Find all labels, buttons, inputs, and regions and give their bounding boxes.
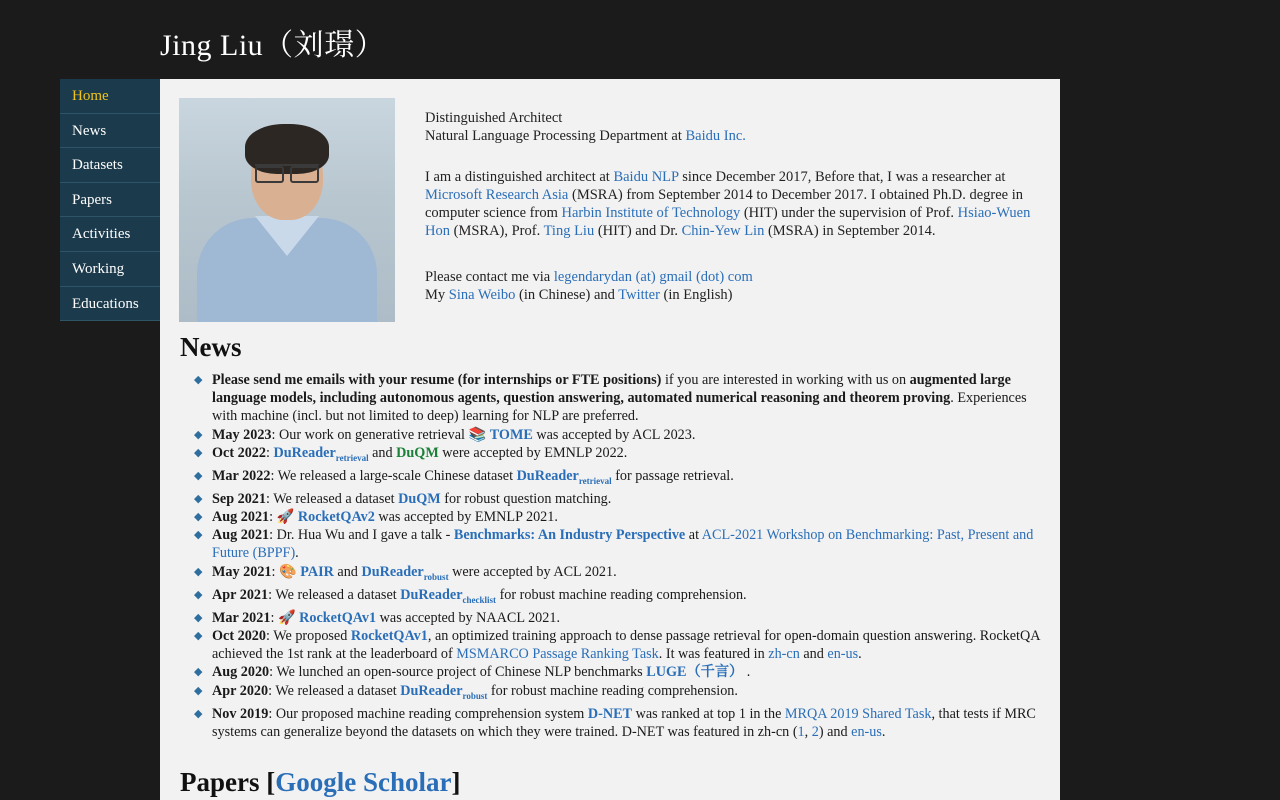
news-text: ) and — [818, 723, 852, 740]
news-link[interactable]: DuReader — [361, 563, 424, 580]
news-text: were accepted by ACL 2021. — [448, 563, 617, 580]
news-text: . Experiences with machine (incl. but not limited to deep) learning for NLP are preferred. — [212, 390, 1027, 425]
news-text: : We lunched an open-source project of Chinese NLP benchmarks — [269, 664, 647, 681]
ting-liu-link[interactable]: Ting Liu — [543, 223, 595, 239]
bio-paragraph: I am a distinguished architect at Baidu NLP since December 2017, Before that, I was a researcher at Microsoft Research Asia (MSRA) from September 2014 to December 2017. I obtained Ph.D. degree in computer science from Harbin Institute of Technology (HIT) under the supervision of Prof. Hsiao-Wuen Hon (MSRA), Prof. Ting Liu (HIT) and Dr. Chin-Yew Lin (MSRA) in September 2014. — [425, 169, 1031, 239]
sidebar — [60, 79, 160, 321]
news-item — [194, 526, 1040, 562]
news-text: : Dr. Hua Wu and I gave a talk - — [269, 527, 454, 544]
news-item — [194, 508, 1040, 526]
news-text: . — [743, 664, 751, 681]
department-line: Natural Language Processing Department at Baidu Inc. — [425, 128, 746, 144]
page-title: Jing Liu（刘璟） — [160, 29, 386, 62]
news-text: : 🎨 — [271, 563, 301, 580]
news-text: . — [295, 545, 299, 562]
sidebar-item-working[interactable]: Working — [60, 252, 160, 287]
hit-link[interactable]: Harbin Institute of Technology — [561, 205, 741, 221]
news-item — [194, 490, 1040, 508]
news-date: Aug 2020 — [212, 664, 270, 681]
news-text: , an optimized training approach to dense passage retrieval for open-domain question answering. RocketQA achieved the 1st rank at the leaderboard of — [212, 627, 1040, 663]
papers-heading: Papers [Google Scholar] — [180, 767, 461, 797]
news-text: for robust machine reading comprehension. — [487, 682, 738, 699]
news-text: for passage retrieval. — [611, 467, 734, 484]
news-item — [194, 444, 1040, 467]
sina-weibo-link[interactable]: Sina Weibo — [448, 287, 516, 303]
news-text: were accepted by EMNLP 2022. — [438, 444, 628, 461]
news-link[interactable]: en-us — [851, 723, 882, 740]
news-item — [194, 371, 1040, 426]
news-link[interactable]: 1 — [797, 723, 805, 740]
news-item — [194, 609, 1040, 627]
news-item — [194, 586, 1040, 609]
news-link[interactable]: DuQM — [396, 444, 439, 461]
contact-line: Please contact me via legendarydan (at) gmail (dot) com — [425, 269, 753, 285]
news-text: . — [881, 723, 886, 740]
news-text: was ranked at top 1 in the — [632, 705, 785, 722]
twitter-link[interactable]: Twitter — [618, 287, 660, 303]
news-text: was accepted by ACL 2023. — [532, 426, 696, 443]
news-link[interactable]: TOME — [489, 426, 533, 443]
news-link[interactable]: RocketQAv1 — [350, 627, 428, 644]
avatar — [179, 98, 395, 322]
news-link[interactable]: LUGE（千言） — [646, 664, 744, 681]
news-link[interactable]: DuReader — [273, 444, 336, 461]
news-item — [194, 426, 1040, 444]
news-date: May 2021 — [212, 563, 272, 580]
news-item — [194, 627, 1040, 663]
news-link[interactable]: ACL-2021 Workshop on Benchmarking: Past, Present and Future (BPPF) — [212, 527, 1034, 562]
news-text: : We released a dataset — [266, 490, 399, 507]
news-text: : We released a dataset — [268, 682, 401, 699]
news-date: Aug 2021 — [212, 527, 270, 544]
news-text: augmented large language models, including autonomous agents, question answering, automated numerical reasoning and theorem proving — [212, 372, 1011, 407]
news-link[interactable]: Benchmarks: An Industry Perspective — [453, 527, 686, 544]
news-date: Nov 2019 — [212, 705, 269, 722]
news-text: was accepted by EMNLP 2021. — [374, 509, 558, 526]
news-text: was accepted by NAACL 2021. — [376, 609, 560, 626]
sidebar-item-news[interactable]: News — [60, 114, 160, 149]
news-item — [194, 682, 1040, 705]
sidebar-item-home[interactable]: Home — [60, 79, 160, 114]
baidu-nlp-link[interactable]: Baidu NLP — [613, 169, 679, 185]
news-heading: News — [180, 332, 242, 362]
news-text: : We released a large-scale Chinese dataset — [270, 467, 517, 484]
news-text: , — [804, 723, 812, 740]
news-date: Apr 2021 — [212, 586, 269, 603]
news-date: Oct 2022 — [212, 444, 266, 461]
news-date: Oct 2020 — [212, 627, 266, 644]
news-text: , that tests if MRC systems can generalize beyond the datasets on which they were trained. D-NET was featured in zh-cn ( — [212, 705, 1036, 740]
news-item — [194, 705, 1040, 741]
news-link[interactable]: DuReader — [400, 682, 463, 699]
news-text: for robust machine reading comprehension. — [496, 586, 747, 603]
news-text: for robust question matching. — [440, 490, 612, 507]
news-item — [194, 467, 1040, 490]
news-date: May 2023 — [212, 426, 272, 443]
news-text: : Our work on generative retrieval 📚 — [271, 426, 490, 443]
news-text: . — [858, 646, 862, 663]
news-text: and — [368, 444, 397, 461]
news-link[interactable]: en-us — [827, 646, 859, 663]
news-text: if you are interested in working with us on — [661, 372, 910, 388]
news-link[interactable]: DuReader — [400, 586, 463, 603]
google-scholar-link[interactable]: Google Scholar — [275, 767, 452, 797]
bio-text — [425, 97, 1040, 304]
news-text: Please send me emails with your resume (for internships or FTE positions) — [212, 372, 662, 388]
baidu-inc-link[interactable]: Baidu Inc. — [685, 128, 746, 144]
news-item — [194, 663, 1040, 681]
news-link[interactable]: D-NET — [587, 705, 633, 722]
news-text: : — [265, 444, 274, 461]
news-text: : 🚀 — [269, 509, 298, 526]
news-link[interactable]: RocketQAv1 — [299, 609, 377, 626]
news-link[interactable]: checklist — [462, 594, 497, 605]
role-line: Distinguished Architect — [425, 110, 563, 126]
news-text: at — [685, 527, 702, 544]
sidebar-item-datasets[interactable]: Datasets — [60, 148, 160, 183]
news-text: : We released a dataset — [268, 586, 401, 603]
news-link[interactable]: DuReader — [516, 467, 579, 484]
msra-link[interactable]: Microsoft Research Asia — [425, 187, 569, 203]
news-text: and — [799, 646, 828, 663]
news-link[interactable]: RocketQAv2 — [297, 509, 375, 526]
news-list — [160, 371, 1060, 741]
news-date: Mar 2021 — [212, 609, 271, 626]
news-link[interactable]: robust — [423, 571, 449, 582]
hsiao-wuen-hon-link[interactable]: Hsiao-Wuen Hon — [425, 205, 1031, 239]
sidebar-item-activities[interactable]: Activities — [60, 217, 160, 252]
news-text: and — [333, 563, 362, 580]
news-text: : Our proposed machine reading comprehension system — [268, 705, 588, 722]
social-line: My Sina Weibo (in Chinese) and Twitter (in English) — [425, 287, 733, 303]
news-link[interactable]: MRQA 2019 Shared Task — [784, 705, 932, 722]
news-link[interactable]: robust — [462, 690, 488, 701]
news-text: : We proposed — [265, 627, 351, 644]
news-text: : 🚀 — [270, 609, 300, 626]
news-text: . It was featured in — [658, 646, 769, 663]
news-date: Apr 2020 — [212, 682, 269, 699]
sidebar-item-papers[interactable]: Papers — [60, 183, 160, 218]
news-link[interactable]: zh-cn — [768, 646, 800, 663]
sidebar-item-educations[interactable]: Educations — [60, 287, 160, 322]
news-date: Sep 2021 — [212, 490, 266, 507]
email-link[interactable]: legendarydan (at) gmail (dot) com — [553, 269, 753, 285]
news-link[interactable]: retrieval — [335, 452, 369, 463]
news-date: Aug 2021 — [212, 509, 270, 526]
news-date: Mar 2022 — [212, 467, 271, 484]
chin-yew-lin-link[interactable]: Chin-Yew Lin — [681, 223, 765, 239]
news-link[interactable]: retrieval — [578, 475, 612, 486]
profile-section — [160, 79, 1060, 304]
main-content — [160, 79, 1060, 800]
news-link[interactable]: DuQM — [398, 490, 441, 507]
news-link[interactable]: 2 — [811, 723, 819, 740]
news-link[interactable]: PAIR — [300, 563, 334, 580]
news-link[interactable]: MSMARCO Passage Ranking Task — [456, 646, 659, 663]
news-item — [194, 563, 1040, 586]
